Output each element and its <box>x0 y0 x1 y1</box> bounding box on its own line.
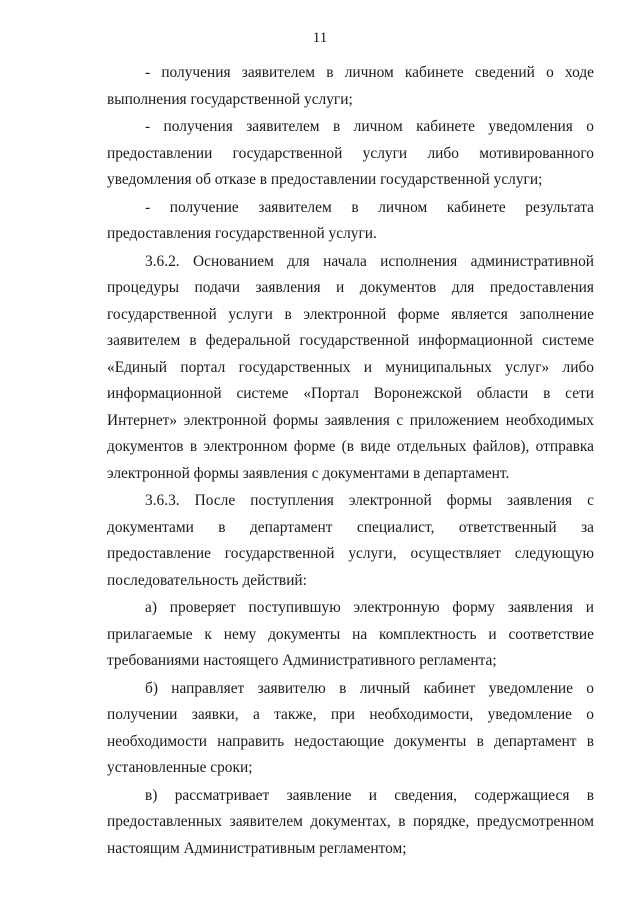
document-body <box>107 60 594 862</box>
paragraph-2: - получения заявителем в личном кабинете уведомления о предоставлении государственной услуги либо мотивированного уведомления об отказе в предоставлении государственной услуги; <box>107 118 594 188</box>
paragraph-3: - получение заявителем в личном кабинете результата предоставления государственной услуги. <box>107 198 594 242</box>
paragraph-item-b: б) направляет заявителю в личный кабинет уведомление о получении заявки, а также, при необходимости, уведомление о необходимости направить недостающие документы в департамент в установленные сроки; <box>107 679 594 776</box>
page-number: 11 <box>312 30 328 46</box>
paragraph-3-6-3: 3.6.3. После поступления электронной формы заявления с документами в департамент специалист, ответственный за предоставление государственной услуги, осуществляет следующую последовательность действий: <box>107 492 594 589</box>
paragraph-3-6-2: 3.6.2. Основанием для начала исполнения административной процедуры подачи заявления и документов для предоставления государственной услуги в электронной форме является заполнение заявителем в федеральной государственной информационной системе «Единый портал государственных и муниципальных услуг» либо информационной системе «Портал Воронежской области в сети Интернет» электронной формы заявления с приложением необходимых документов в электронном форме (в виде отдельных файлов), отправка электронной формы заявления с документами в департамент. <box>107 252 594 482</box>
paragraph-item-v: в) рассматривает заявление и сведения, содержащиеся в предоставленных заявителем документах, в порядке, предусмотренном настоящим Административным регламентом; <box>107 786 594 857</box>
paragraph-1: - получения заявителем в личном кабинете сведений о ходе выполнения государственной услуги; <box>107 64 594 108</box>
paragraph-item-a: а) проверяет поступившую электронную форму заявления и прилагаемые к нему документы на комплектность и соответствие требованиями настоящего Административного регламента; <box>107 599 594 669</box>
